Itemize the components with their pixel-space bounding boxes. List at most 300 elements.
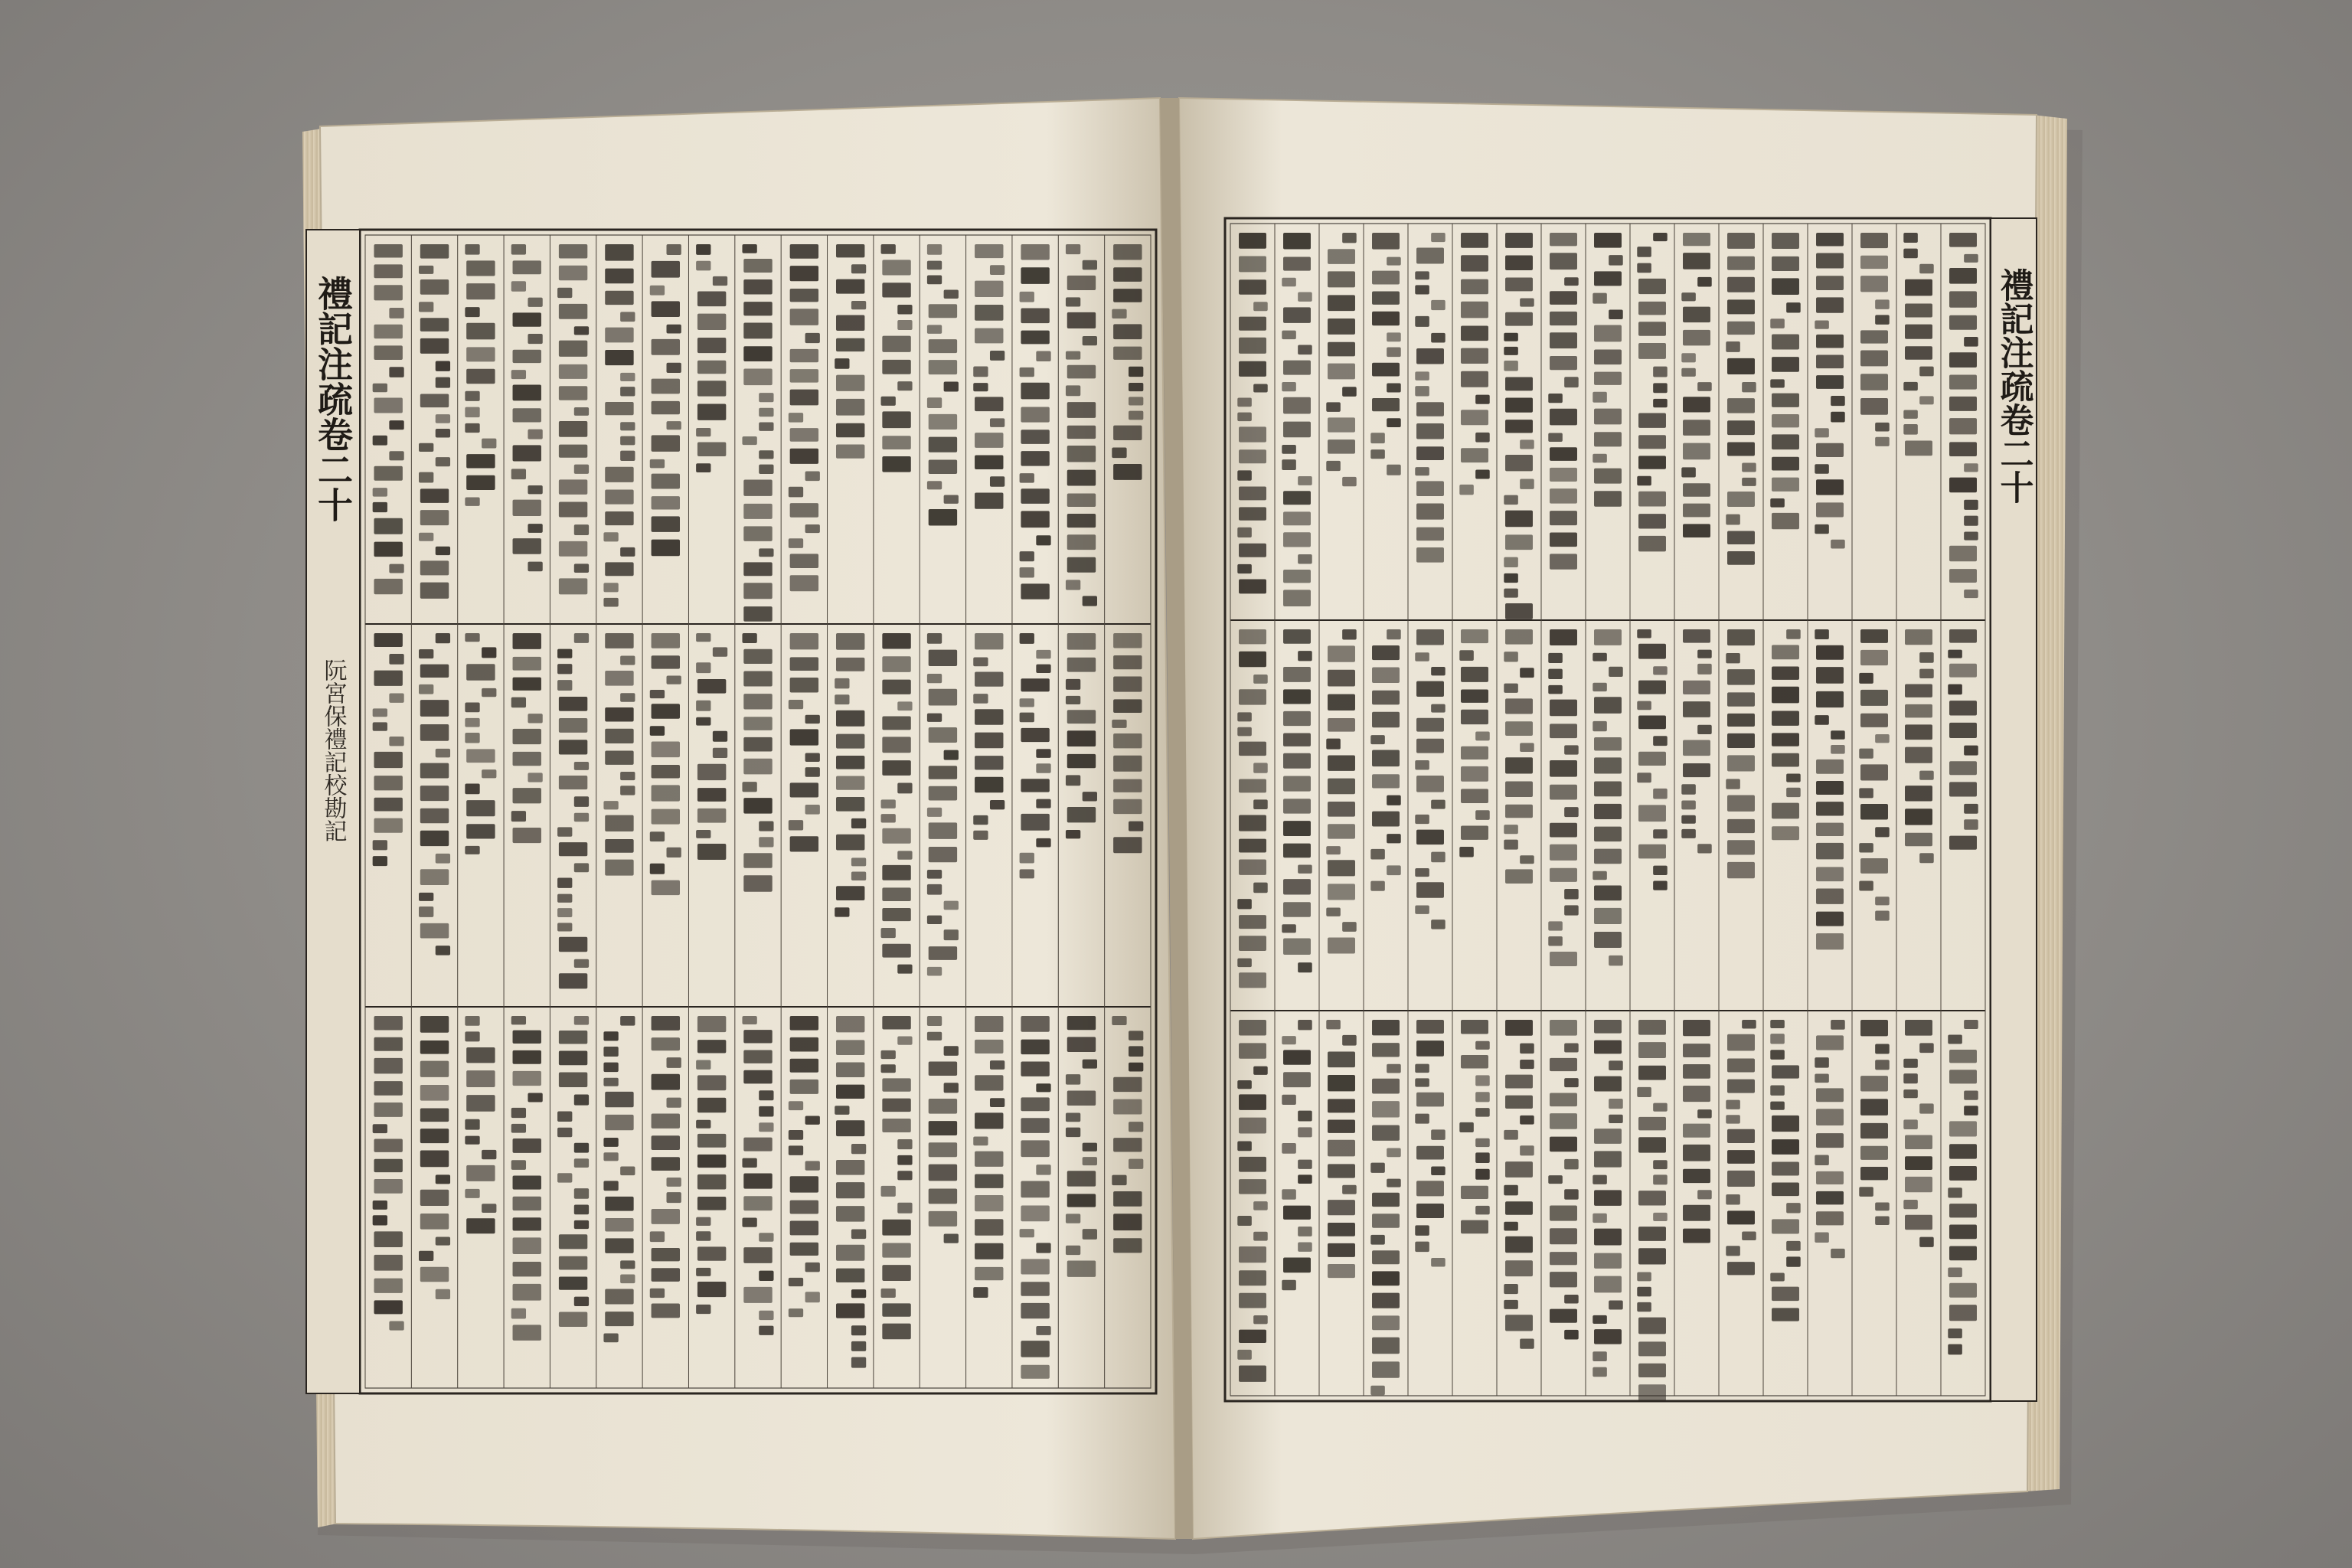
- right-glyph: [1283, 1257, 1311, 1272]
- left-glyph: [374, 518, 402, 534]
- right-glyph: [1505, 1020, 1533, 1036]
- right-glyph: [1328, 824, 1355, 838]
- left-glyph: [559, 1277, 587, 1290]
- left-glyph: [1066, 696, 1080, 704]
- left-glyph: [790, 554, 818, 568]
- right-glyph: [1816, 645, 1844, 660]
- right-glyph: [1683, 397, 1710, 412]
- left-glyph: [696, 662, 710, 673]
- left-glyph: [697, 1134, 726, 1148]
- left-glyph: [436, 633, 450, 643]
- left-glyph: [389, 564, 403, 573]
- left-glyph: [1083, 1229, 1097, 1240]
- right-glyph: [1550, 233, 1577, 246]
- left-glyph: [603, 1152, 618, 1161]
- left-glyph: [743, 1287, 772, 1303]
- left-glyph: [420, 394, 449, 408]
- right-glyph: [1548, 433, 1563, 442]
- right-glyph: [1592, 721, 1607, 731]
- left-glyph: [603, 1334, 618, 1343]
- left-glyph: [419, 649, 433, 658]
- left-glyph: [559, 266, 587, 281]
- right-glyph: [1816, 691, 1844, 707]
- left-glyph: [650, 864, 665, 874]
- left-glyph: [975, 1075, 1003, 1090]
- left-glyph: [574, 1158, 589, 1168]
- left-glyph: [513, 828, 541, 843]
- left-glyph: [374, 397, 402, 413]
- right-glyph: [1431, 300, 1446, 310]
- left-glyph: [605, 633, 633, 648]
- right-glyph: [1326, 461, 1341, 471]
- right-glyph: [1638, 456, 1666, 469]
- left-glyph: [1021, 814, 1049, 831]
- left-glyph: [557, 664, 572, 674]
- left-glyph: [975, 1267, 1003, 1280]
- left-glyph: [1113, 799, 1142, 814]
- right-glyph: [1475, 1075, 1490, 1086]
- left-glyph: [559, 1234, 587, 1249]
- left-glyph: [620, 772, 635, 780]
- right-glyph: [1964, 746, 1978, 756]
- left-glyph: [389, 737, 403, 746]
- left-glyph: [420, 488, 449, 503]
- left-glyph: [697, 764, 726, 780]
- right-glyph: [1372, 1293, 1400, 1308]
- left-glyph: [605, 402, 633, 415]
- right-glyph: [1504, 1130, 1518, 1140]
- left-glyph: [696, 1217, 710, 1226]
- left-glyph: [805, 471, 820, 481]
- right-glyph: [1831, 745, 1845, 754]
- left-glyph: [436, 946, 450, 956]
- left-glyph: [882, 656, 910, 672]
- left-glyph: [790, 349, 818, 362]
- left-glyph: [759, 1311, 773, 1320]
- right-glyph: [1459, 847, 1474, 857]
- left-glyph: [1112, 309, 1126, 318]
- right-glyph: [1282, 445, 1296, 454]
- right-glyph: [1816, 823, 1844, 836]
- left-glyph: [419, 266, 433, 274]
- right-glyph: [1683, 420, 1710, 436]
- right-glyph: [1415, 1078, 1429, 1086]
- left-glyph: [513, 1262, 541, 1276]
- left-glyph: [975, 328, 1003, 344]
- right-glyph: [1415, 760, 1429, 770]
- left-glyph: [420, 338, 449, 354]
- right-glyph: [1727, 669, 1755, 684]
- right-glyph: [1726, 1246, 1740, 1256]
- left-glyph: [851, 1144, 866, 1154]
- right-glyph: [1919, 853, 1934, 863]
- left-glyph: [944, 1233, 959, 1243]
- left-glyph: [652, 880, 680, 895]
- right-glyph: [1372, 1079, 1400, 1094]
- right-glyph: [1550, 1252, 1577, 1265]
- left-glyph: [743, 526, 772, 541]
- right-glyph: [1859, 881, 1873, 891]
- right-glyph: [1564, 1159, 1579, 1170]
- right-glyph: [1949, 782, 1977, 796]
- left-glyph: [743, 1174, 772, 1189]
- right-glyph: [1949, 1246, 1977, 1261]
- left-glyph: [620, 656, 635, 665]
- right-glyph: [1697, 277, 1712, 287]
- right-glyph: [1328, 1264, 1355, 1278]
- left-glyph: [697, 292, 726, 307]
- left-glyph: [975, 1112, 1003, 1129]
- right-glyph: [1239, 1020, 1266, 1036]
- left-glyph: [466, 1047, 495, 1063]
- left-glyph: [652, 655, 680, 668]
- left-glyph: [882, 1220, 910, 1236]
- right-glyph: [1416, 1020, 1444, 1034]
- left-glyph: [1036, 1243, 1050, 1253]
- right-glyph: [1416, 1146, 1444, 1160]
- right-glyph: [1298, 345, 1312, 354]
- left-glyph: [513, 1284, 541, 1301]
- left-glyph: [373, 856, 387, 866]
- right-glyph: [1683, 1124, 1710, 1138]
- left-glyph: [790, 244, 818, 259]
- right-glyph: [1239, 839, 1266, 853]
- left-glyph: [742, 244, 756, 253]
- left-glyph: [557, 680, 572, 691]
- left-glyph: [465, 1031, 479, 1041]
- right-glyph: [1683, 1086, 1710, 1102]
- right-glyph: [1683, 1044, 1710, 1057]
- right-glyph: [1949, 268, 1977, 284]
- left-glyph: [836, 633, 864, 650]
- left-glyph: [881, 1186, 896, 1197]
- right-glyph: [1415, 1242, 1429, 1252]
- right-glyph: [1727, 1210, 1755, 1224]
- left-glyph: [557, 923, 572, 931]
- left-glyph: [559, 244, 587, 258]
- left-glyph: [373, 840, 387, 850]
- left-glyph: [466, 454, 495, 468]
- left-glyph: [1129, 397, 1143, 405]
- left-glyph: [897, 1155, 912, 1165]
- left-glyph: [557, 827, 572, 836]
- right-glyph: [1727, 692, 1755, 706]
- right-glyph: [1342, 477, 1357, 486]
- left-glyph: [944, 750, 959, 760]
- left-glyph: [1067, 426, 1096, 439]
- left-glyph: [559, 697, 587, 711]
- right-glyph: [1550, 1309, 1577, 1323]
- right-glyph: [1328, 860, 1355, 876]
- right-glyph: [1328, 271, 1355, 287]
- right-glyph: [1505, 721, 1533, 736]
- left-glyph: [1113, 1238, 1142, 1253]
- left-glyph: [605, 729, 633, 743]
- right-glyph: [1727, 277, 1755, 292]
- left-glyph: [929, 650, 957, 666]
- left-glyph: [990, 351, 1004, 361]
- right-glyph: [1548, 921, 1563, 930]
- right-glyph: [1816, 276, 1844, 290]
- left-glyph: [652, 1113, 680, 1128]
- right-glyph: [1772, 733, 1799, 746]
- right-glyph: [1387, 629, 1401, 639]
- right-glyph: [1948, 684, 1962, 695]
- left-glyph: [465, 718, 479, 727]
- left-glyph: [743, 1070, 772, 1084]
- right-glyph: [1564, 1295, 1579, 1303]
- left-glyph: [574, 1188, 589, 1199]
- left-glyph: [1067, 493, 1096, 507]
- left-glyph: [805, 1292, 820, 1302]
- left-glyph: [929, 1142, 957, 1157]
- right-glyph: [1504, 333, 1518, 341]
- left-glyph: [743, 259, 772, 273]
- left-glyph: [790, 729, 818, 745]
- left-glyph: [1066, 580, 1080, 590]
- left-glyph: [620, 422, 635, 430]
- left-glyph: [1067, 633, 1096, 650]
- right-glyph: [1860, 764, 1888, 780]
- left-glyph: [851, 1357, 866, 1368]
- right-glyph: [1831, 1020, 1845, 1030]
- left-glyph: [696, 428, 710, 436]
- right-glyph: [1328, 670, 1355, 687]
- left-glyph: [743, 798, 772, 814]
- left-glyph: [897, 783, 912, 794]
- right-glyph: [1282, 1189, 1296, 1200]
- right-glyph: [1328, 295, 1355, 311]
- right-glyph: [1253, 675, 1268, 684]
- right-glyph: [1387, 418, 1401, 427]
- right-glyph: [1683, 1229, 1710, 1243]
- left-glyph: [836, 1206, 864, 1222]
- right-glyph: [1505, 782, 1533, 797]
- right-glyph: [1282, 1143, 1296, 1154]
- right-glyph: [1416, 423, 1444, 439]
- right-glyph: [1431, 1258, 1446, 1267]
- left-glyph: [1067, 1037, 1096, 1052]
- right-glyph: [1772, 1219, 1799, 1233]
- right-glyph: [1550, 1272, 1577, 1287]
- left-glyph: [836, 658, 864, 671]
- right-glyph: [1638, 844, 1666, 859]
- left-glyph: [927, 261, 942, 270]
- left-glyph: [929, 946, 957, 960]
- right-glyph: [1548, 1175, 1563, 1184]
- right-glyph: [1505, 455, 1533, 471]
- left-glyph: [759, 1326, 773, 1335]
- right-glyph: [1431, 704, 1446, 713]
- right-glyph: [1237, 1350, 1252, 1360]
- left-glyph: [1067, 402, 1096, 418]
- left-glyph: [805, 1116, 820, 1124]
- right-glyph: [1326, 907, 1341, 916]
- right-glyph: [1742, 1232, 1756, 1240]
- right-glyph: [1372, 1214, 1400, 1227]
- left-glyph: [1021, 1097, 1049, 1111]
- right-glyph: [1860, 1167, 1888, 1180]
- left-glyph: [436, 1236, 450, 1245]
- left-glyph: [975, 1016, 1003, 1032]
- left-glyph: [973, 831, 988, 840]
- right-glyph: [1548, 685, 1563, 694]
- left-glyph: [742, 1158, 756, 1168]
- right-glyph: [1815, 321, 1829, 329]
- right-glyph: [1283, 667, 1311, 682]
- right-glyph: [1550, 253, 1577, 270]
- left-glyph: [667, 1192, 681, 1203]
- right-glyph: [1594, 781, 1622, 796]
- left-glyph: [466, 800, 495, 816]
- right-glyph: [1504, 1300, 1518, 1309]
- left-glyph: [559, 740, 587, 754]
- right-glyph: [1461, 789, 1488, 803]
- left-glyph: [605, 815, 633, 831]
- right-glyph: [1772, 1139, 1799, 1155]
- right-glyph: [1772, 334, 1799, 349]
- right-glyph: [1370, 881, 1385, 891]
- right-glyph: [1964, 1106, 1978, 1116]
- right-glyph: [1239, 1157, 1266, 1172]
- right-glyph: [1328, 694, 1355, 710]
- right-glyph: [1239, 689, 1266, 704]
- right-glyph: [1831, 1249, 1845, 1258]
- left-glyph: [882, 1016, 910, 1030]
- right-glyph: [1919, 1237, 1934, 1247]
- left-glyph: [743, 1030, 772, 1043]
- left-glyph: [696, 244, 710, 255]
- left-glyph: [975, 1174, 1003, 1188]
- right-glyph: [1860, 350, 1888, 366]
- left-glyph: [1021, 678, 1049, 691]
- left-glyph: [836, 279, 864, 294]
- right-glyph: [1816, 443, 1844, 457]
- right-glyph: [1283, 879, 1311, 894]
- left-glyph: [620, 547, 635, 557]
- left-glyph: [1067, 514, 1096, 528]
- right-glyph: [1505, 1315, 1533, 1331]
- left-glyph: [713, 647, 727, 656]
- right-glyph: [1237, 470, 1252, 480]
- left-glyph: [557, 288, 572, 298]
- right-glyph: [1653, 1174, 1668, 1184]
- left-glyph: [650, 286, 665, 296]
- left-glyph: [667, 325, 681, 334]
- left-glyph: [559, 1312, 587, 1327]
- left-glyph: [1129, 367, 1143, 377]
- right-glyph: [1550, 785, 1577, 800]
- right-glyph: [1727, 1171, 1755, 1187]
- left-glyph: [420, 318, 449, 332]
- right-glyph: [1638, 536, 1666, 551]
- left-glyph: [789, 1145, 803, 1155]
- left-glyph: [420, 1129, 449, 1143]
- left-glyph: [374, 1081, 402, 1096]
- left-glyph: [1021, 451, 1049, 466]
- left-glyph: [436, 547, 450, 555]
- right-glyph: [1550, 409, 1577, 426]
- right-glyph: [1772, 357, 1799, 372]
- right-glyph: [1372, 750, 1400, 766]
- right-glyph: [1816, 479, 1844, 495]
- right-glyph: [1387, 383, 1401, 392]
- left-glyph: [1067, 1016, 1096, 1030]
- right-glyph: [1772, 233, 1799, 249]
- right-glyph: [1903, 233, 1918, 243]
- right-glyph: [1683, 629, 1710, 643]
- left-glyph: [667, 1057, 681, 1068]
- right-glyph: [1370, 433, 1385, 443]
- right-glyph: [1860, 233, 1888, 248]
- left-glyph: [743, 759, 772, 775]
- right-glyph: [1283, 257, 1311, 271]
- right-glyph: [1415, 1114, 1429, 1124]
- right-glyph: [1461, 825, 1488, 839]
- right-glyph: [1461, 1186, 1488, 1199]
- left-glyph: [465, 244, 479, 255]
- right-glyph: [1504, 557, 1518, 567]
- right-glyph: [1964, 590, 1978, 598]
- right-glyph: [1475, 395, 1490, 404]
- right-glyph: [1416, 681, 1444, 697]
- left-glyph: [882, 1303, 910, 1316]
- left-glyph: [652, 785, 680, 801]
- right-glyph: [1283, 1072, 1311, 1087]
- right-glyph: [1594, 1020, 1622, 1034]
- left-glyph: [944, 1046, 959, 1056]
- left-glyph: [466, 1165, 495, 1181]
- left-glyph: [528, 524, 542, 533]
- left-glyph: [929, 689, 957, 706]
- left-glyph: [927, 916, 942, 924]
- right-glyph: [1415, 371, 1429, 381]
- left-glyph: [973, 1287, 988, 1298]
- right-glyph: [1949, 315, 1977, 330]
- left-glyph: [1113, 324, 1142, 339]
- right-glyph: [1816, 667, 1844, 684]
- right-glyph: [1919, 1043, 1934, 1053]
- left-glyph: [559, 445, 587, 458]
- left-glyph: [697, 1016, 726, 1032]
- right-glyph: [1387, 1148, 1401, 1158]
- right-glyph: [1653, 233, 1668, 241]
- right-glyph: [1387, 332, 1401, 341]
- right-glyph: [1727, 322, 1755, 335]
- right-glyph: [1505, 1075, 1533, 1089]
- left-glyph: [882, 944, 910, 958]
- left-glyph: [420, 700, 449, 717]
- right-glyph: [1638, 716, 1666, 730]
- left-glyph: [1113, 779, 1142, 792]
- right-glyph: [1326, 846, 1341, 854]
- right-glyph: [1905, 303, 1932, 317]
- left-glyph: [605, 244, 633, 261]
- right-glyph: [1239, 580, 1266, 594]
- left-glyph: [559, 304, 587, 319]
- right-glyph: [1239, 1118, 1266, 1134]
- right-glyph: [1727, 256, 1755, 270]
- left-glyph: [790, 1016, 818, 1031]
- right-glyph: [1550, 447, 1577, 461]
- left-glyph: [851, 858, 866, 866]
- left-glyph: [851, 1325, 866, 1335]
- right-glyph: [1461, 629, 1488, 643]
- left-glyph: [743, 1196, 772, 1210]
- right-glyph: [1475, 1169, 1490, 1180]
- left-glyph: [882, 908, 910, 921]
- right-glyph: [1328, 249, 1355, 264]
